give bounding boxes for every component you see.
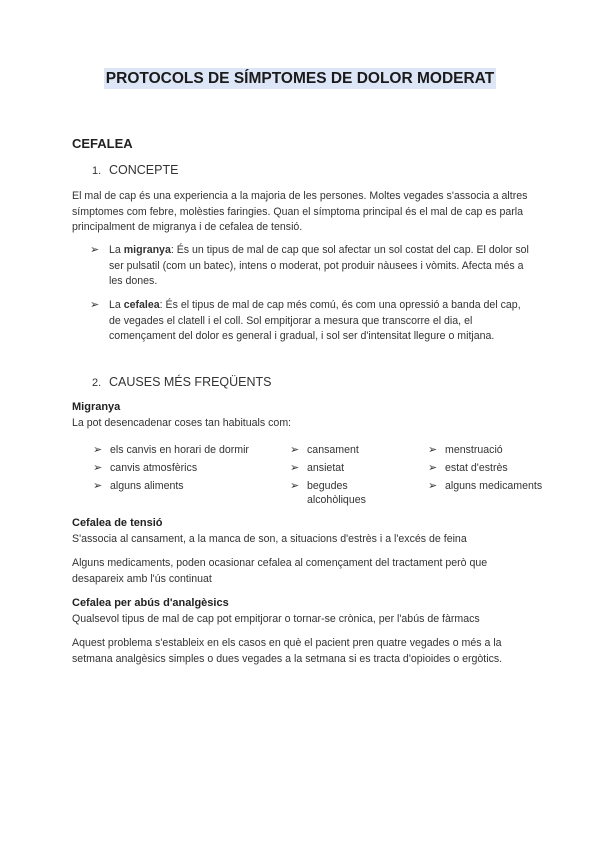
trigger-item <box>290 479 400 507</box>
abus-paragraph-2: Aquest problema s'estableix en els casos en què el pacient pren quatre vegades o més a la setmana analgèsics simples o dues vegades a la setmana si es tracta d'opioides o ergòtics. <box>72 637 503 665</box>
trigger-item <box>290 443 400 457</box>
bullet-term: cefalea <box>123 299 160 311</box>
bullet-arrow-icon: ➢ <box>290 444 300 456</box>
heading-causes <box>92 375 272 389</box>
trigger-text: cansament <box>307 444 359 456</box>
bullet-prefix: La <box>109 244 124 256</box>
page-title-text: PROTOCOLS DE SÍMPTOMES DE DOLOR MODERAT <box>105 70 495 87</box>
bullet-prefix: La <box>109 299 124 311</box>
trigger-text: alguns aliments <box>110 480 184 492</box>
abus-paragraph-1: Qualsevol tipus de mal de cap pot empitjorar o tornar-se crònica, per l'abús de fàrmacs <box>72 613 480 625</box>
bullet-text <box>109 243 530 290</box>
trigger-item <box>428 443 568 457</box>
trigger-text: menstruació <box>445 444 503 456</box>
page-title <box>0 70 600 88</box>
bullet-arrow-icon: ➢ <box>90 244 100 256</box>
heading-concepte <box>92 163 178 177</box>
bullet-arrow-icon: ➢ <box>428 480 438 492</box>
bullet-rest: : És el tipus de mal de cap més comú, és com una opressió a banda del cap, de vegades el clatell i el coll. Sol empitjorar a mesura que transcorre el dia, el començament del dolor es general i gradual, i sol ser d'intensitat llegure o mitjana. <box>109 299 521 342</box>
subheading-migranya: Migranya <box>72 401 121 413</box>
bullet-arrow-icon: ➢ <box>428 444 438 456</box>
trigger-text: begudes alcohòliques <box>307 480 366 506</box>
bullet-arrow-icon: ➢ <box>93 462 103 474</box>
trigger-text: estat d'estrès <box>445 462 508 474</box>
subheading-tensio: Cefalea de tensió <box>72 517 163 529</box>
tensio-paragraph-2: Alguns medicaments, poden ocasionar cefalea al començament del tractament però que desapareix amb l'ús continuat <box>72 557 488 585</box>
subheading-abus: Cefalea per abús d'analgèsics <box>72 597 229 609</box>
bullet-text <box>109 298 530 345</box>
bullet-term: migranya <box>123 244 171 256</box>
bullet-arrow-icon: ➢ <box>93 444 103 456</box>
trigger-item <box>93 479 273 493</box>
trigger-item <box>428 479 568 493</box>
trigger-text: alguns medicaments <box>445 480 543 492</box>
heading-text: CONCEPTE <box>109 163 179 177</box>
bullet-cefalea <box>90 298 530 345</box>
concept-paragraph: El mal de cap és una experiencia a la majoria de les persones. Moltes vegades s'associa a altres símptomes com febre, molèsties faringies. Quan el símptoma principal és el mal de cap es parla principalment de migranya i de cefalea de tensió. <box>72 190 528 233</box>
trigger-item <box>428 461 568 475</box>
trigger-text: ansietat <box>307 462 345 474</box>
heading-number: 2. <box>92 377 102 389</box>
bullet-arrow-icon: ➢ <box>90 299 100 311</box>
bullet-rest: : És un tipus de mal de cap que sol afectar un sol costat del cap. El dolor sol ser pulsatil (com un batec), intens o moderat, pot produir nàusees i vòmits. Afecta més a les dones. <box>109 244 529 287</box>
trigger-item <box>290 461 400 475</box>
bullet-migranya <box>90 243 530 290</box>
bullet-arrow-icon: ➢ <box>290 462 300 474</box>
section-heading: CEFALEA <box>72 136 133 151</box>
trigger-text: els canvis en horari de dormir <box>110 444 249 456</box>
migranya-intro: La pot desencadenar coses tan habituals com: <box>72 417 292 429</box>
heading-text: CAUSES MÉS FREQÜENTS <box>109 375 272 389</box>
tensio-paragraph-1: S'associa al cansament, a la manca de son, a situacions d'estrès i a l'excés de feina <box>72 533 467 545</box>
trigger-item <box>93 443 273 457</box>
trigger-item <box>93 461 273 475</box>
bullet-arrow-icon: ➢ <box>290 480 300 492</box>
heading-number: 1. <box>92 165 102 177</box>
trigger-text: canvis atmosfèrics <box>110 462 198 474</box>
bullet-arrow-icon: ➢ <box>428 462 438 474</box>
bullet-arrow-icon: ➢ <box>93 480 103 492</box>
